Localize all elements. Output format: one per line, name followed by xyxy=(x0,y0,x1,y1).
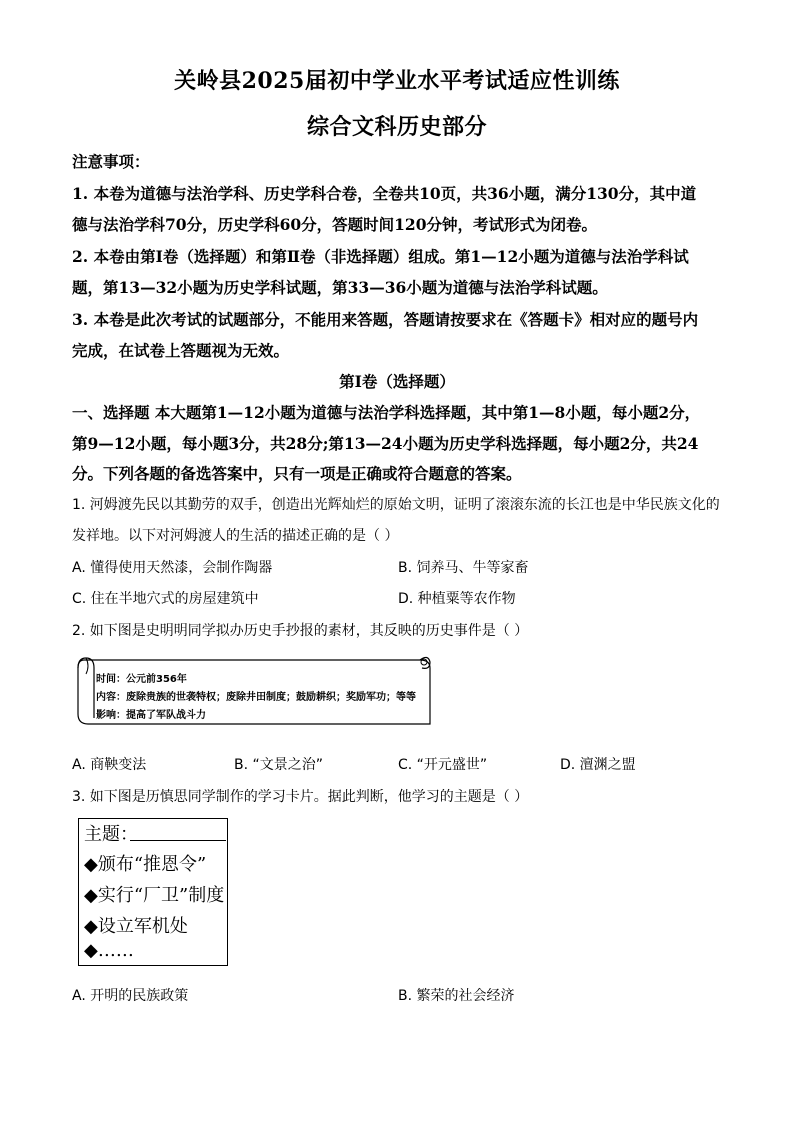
exam-subtitle: 综合文科历史部分 xyxy=(306,114,487,140)
notice-line: 3. 本卷是此次考试的试题部分，不能用来答题，答题请按要求在《答题卡》相对应的题号内 xyxy=(72,310,699,329)
notice-line: 2. 本卷由第Ⅰ卷（选择题）和第Ⅱ卷（非选择题）组成。第1—12小题为道德与法治学科试 xyxy=(72,247,689,266)
card-item: ◆实行“厂卫”制度 xyxy=(84,885,225,906)
card-item: ◆…… xyxy=(84,940,134,961)
notice-heading: 注意事项： xyxy=(72,152,150,171)
q2-option-d: D. 澶渊之盟 xyxy=(560,757,636,773)
q2-option-b: B. “文景之治” xyxy=(234,757,324,773)
section-heading: 第Ⅰ卷（选择题） xyxy=(339,372,455,391)
q3-option-b: B. 繁荣的社会经济 xyxy=(398,988,515,1004)
material-impact: 影响：提高了军队战斗力 xyxy=(96,710,206,721)
material-time: 时间：公元前356年 xyxy=(96,674,187,685)
q1-option-a: A. 懂得使用天然漆，会制作陶器 xyxy=(72,560,273,576)
exam-title: 关岭县2025届初中学业水平考试适应性训练 xyxy=(174,68,620,94)
card-item: ◆颁布“推恩令” xyxy=(84,854,207,875)
q1-option-d: D. 种植粟等农作物 xyxy=(398,591,516,607)
card-topic-blank xyxy=(130,840,226,841)
q1-option-c: C. 住在半地穴式的房屋建筑中 xyxy=(72,591,259,607)
q2-option-c: C. “开元盛世” xyxy=(398,757,488,773)
q1-option-b: B. 饲养马、牛等家畜 xyxy=(398,560,529,576)
q1-stem-line: 发祥地。以下对河姆渡人的生活的描述正确的是（ ） xyxy=(72,528,399,544)
notice-line: 完成，在试卷上答题视为无效。 xyxy=(72,341,290,360)
section-intro-line: 第9—12小题，每小题3分，共28分;第13—24小题为历史学科选择题，每小题2分，共24 xyxy=(72,434,699,453)
q2-option-a: A. 商鞅变法 xyxy=(72,757,147,773)
notice-line: 题，第13—32小题为历史学科试题，第33—36小题为道德与法治学科试题。 xyxy=(72,278,608,297)
notice-line: 1. 本卷为道德与法治学科、历史学科合卷，全卷共10页，共36小题，满分130分，其中道 xyxy=(72,184,697,203)
card-item: ◆设立军机处 xyxy=(84,916,188,937)
notice-line: 德与法治学科70分，历史学科60分，答题时间120分钟，考试形式为闭卷。 xyxy=(72,215,597,234)
q1-stem-line: 1. 河姆渡先民以其勤劳的双手，创造出光辉灿烂的原始文明，证明了滚滚东流的长江也是中华民族文化的 xyxy=(72,497,720,513)
q3-option-a: A. 开明的民族政策 xyxy=(72,988,189,1004)
section-intro-line: 一、选择题 本大题第1—12小题为道德与法治学科选择题，其中第1—8小题，每小题2分， xyxy=(72,403,701,422)
q3-stem: 3. 如下图是历慎思同学制作的学习卡片。据此判断，他学习的主题是（ ） xyxy=(72,789,529,805)
material-content: 内容：废除贵族的世袭特权；废除井田制度；鼓励耕织；奖励军功；等等 xyxy=(96,692,416,703)
card-topic-label: 主题： xyxy=(84,824,138,845)
q2-stem: 2. 如下图是史明明同学拟办历史手抄报的素材，其反映的历史事件是（ ） xyxy=(72,623,529,639)
section-intro-line: 分。下列各题的备选答案中，只有一项是正确或符合题意的答案。 xyxy=(72,464,522,483)
